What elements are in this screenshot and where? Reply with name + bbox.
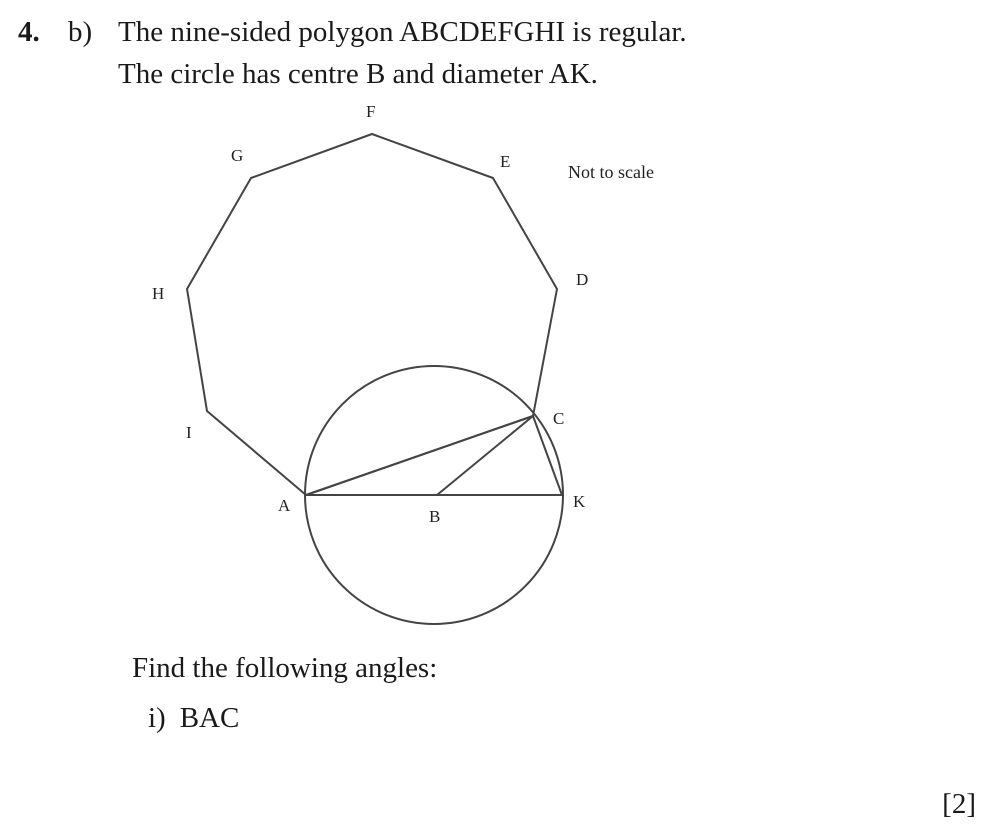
instruction-text: Find the following angles: — [132, 652, 438, 684]
question-statement-line-1: The nine-sided polygon ABCDEFGHI is regular. — [118, 16, 687, 48]
label-d: D — [576, 270, 589, 289]
question-part-label: b) — [68, 16, 93, 48]
label-h: H — [152, 284, 165, 303]
question-statement-line-2: The circle has centre B and diameter AK. — [118, 58, 598, 90]
chord-ac — [306, 416, 533, 495]
marks-allocation: [2] — [942, 788, 976, 820]
sub-question-text: BAC — [179, 702, 240, 734]
not-to-scale-note: Not to scale — [568, 162, 654, 182]
label-i: I — [186, 423, 192, 442]
label-f: F — [366, 102, 376, 121]
label-e: E — [500, 152, 511, 171]
question-number: 4. — [18, 16, 40, 48]
radius-bc — [437, 416, 533, 495]
label-c: C — [553, 409, 565, 428]
sub-question-numeral: i) — [148, 702, 166, 734]
label-g: G — [231, 146, 244, 165]
label-a: A — [278, 496, 291, 515]
label-b: B — [429, 507, 441, 526]
label-k: K — [573, 492, 586, 511]
sub-question-i — [148, 700, 239, 736]
